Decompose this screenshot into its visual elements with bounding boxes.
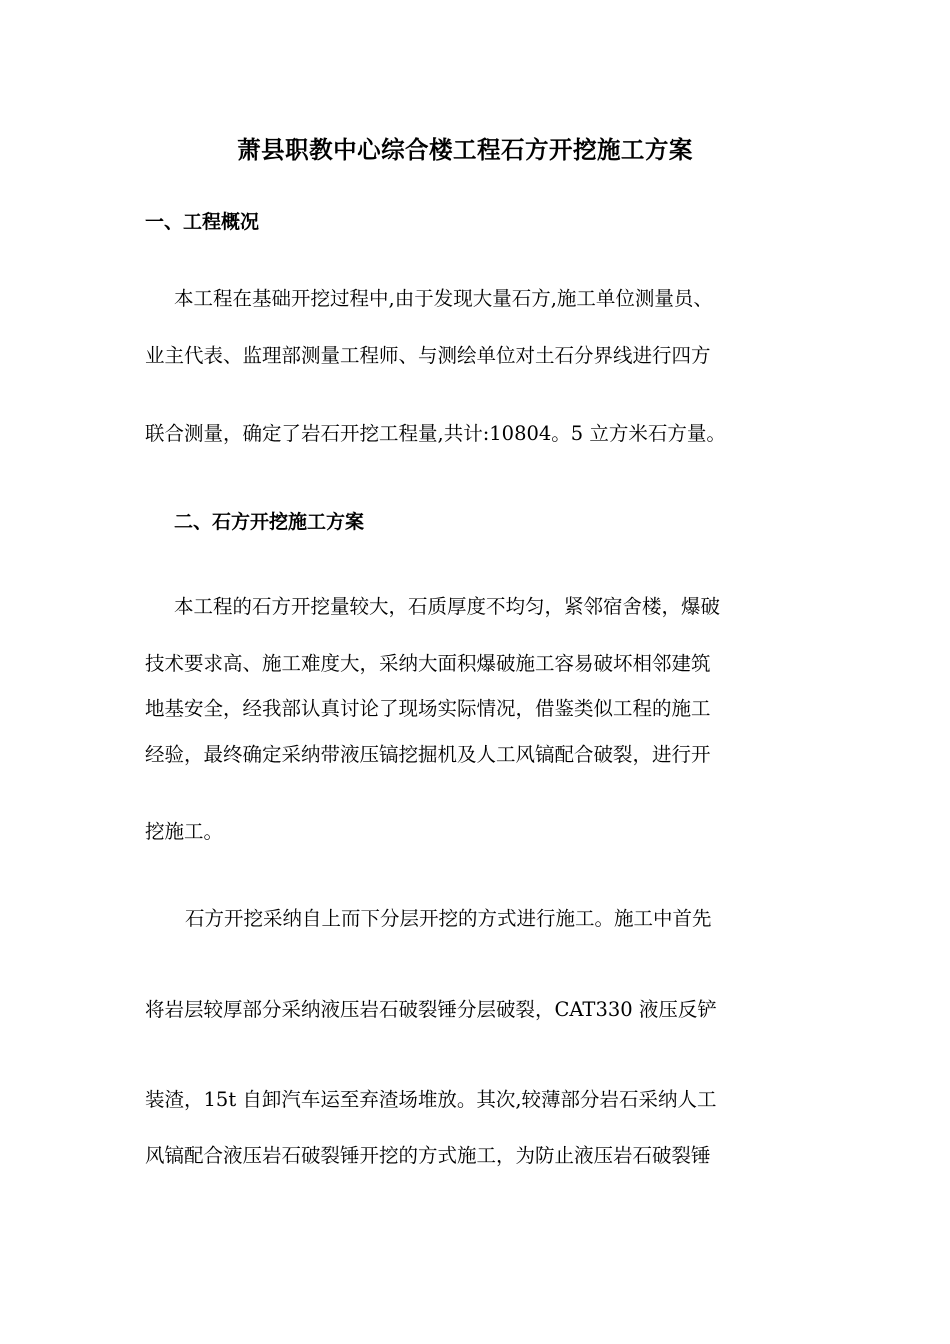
paragraph-line: 经验，最终确定采纳带液压镐挖掘机及人工风镐配合破裂，进行开 bbox=[145, 743, 711, 766]
paragraph-line: 装渣，15t 自卸汽车运至弃渣场堆放。其次,较薄部分岩石采纳人工 bbox=[145, 1088, 717, 1111]
paragraph-line: 联合测量，确定了岩石开挖工程量,共计:10804。5 立方米石方量。 bbox=[145, 422, 726, 445]
paragraph-line: 业主代表、监理部测量工程师、与测绘单位对土石分界线进行四方 bbox=[145, 344, 711, 367]
paragraph-line: 挖施工。 bbox=[145, 820, 224, 843]
paragraph-line: 本工程的石方开挖量较大，石质厚度不均匀，紧邻宿舍楼，爆破 bbox=[174, 595, 721, 618]
paragraph-line: 风镐配合液压岩石破裂锤开挖的方式施工，为防止液压岩石破裂锤 bbox=[145, 1144, 711, 1167]
paragraph-line: 本工程在基础开挖过程中,由于发现大量石方,施工单位测量员、 bbox=[174, 287, 713, 310]
document-title: 萧县职教中心综合楼工程石方开挖施工方案 bbox=[237, 136, 693, 164]
paragraph-line: 石方开挖采纳自上而下分层开挖的方式进行施工。施工中首先 bbox=[185, 907, 712, 930]
paragraph-line: 技术要求高、施工难度大，采纳大面积爆破施工容易破坏相邻建筑 bbox=[145, 652, 711, 675]
paragraph-line: 将岩层较厚部分采纳液压岩石破裂锤分层破裂，CAT330 液压反铲 bbox=[145, 998, 717, 1021]
paragraph-line: 地基安全，经我部认真讨论了现场实际情况，借鉴类似工程的施工 bbox=[145, 697, 711, 720]
section-heading-plan: 二、石方开挖施工方案 bbox=[174, 511, 365, 533]
section-heading-overview: 一、工程概况 bbox=[145, 211, 260, 233]
